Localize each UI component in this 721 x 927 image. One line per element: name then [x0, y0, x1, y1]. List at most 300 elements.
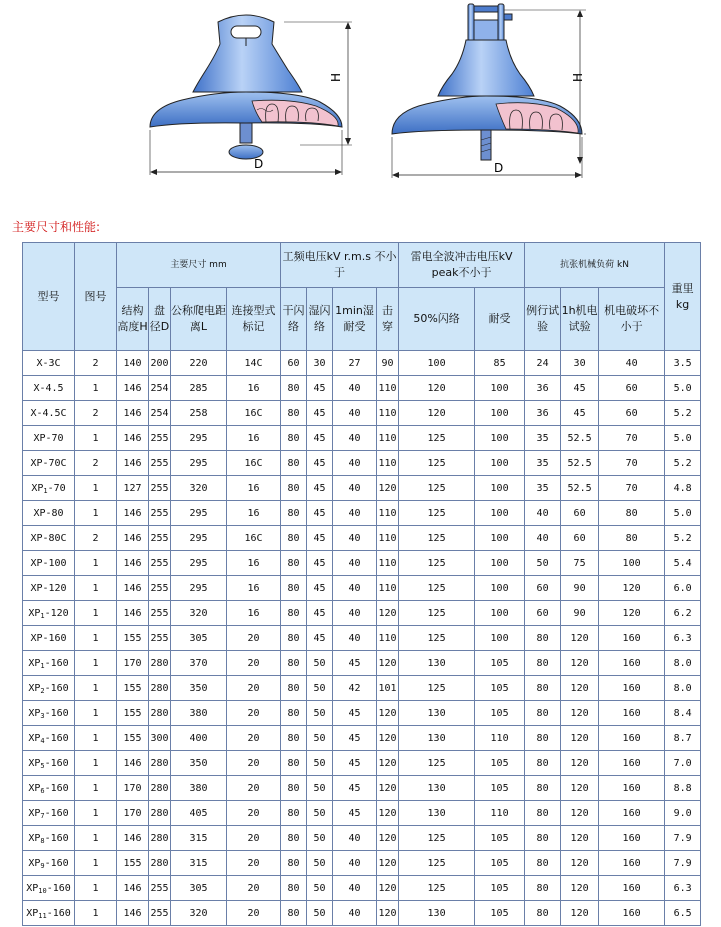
model-cell: XP-160 — [23, 626, 75, 651]
cell-wts: 105 — [475, 776, 525, 801]
cell-wet: 50 — [307, 676, 333, 701]
insulator-figure-right — [392, 4, 586, 178]
cell-d: 254 — [149, 376, 171, 401]
cell-wet: 50 — [307, 826, 333, 851]
model-cell: X-3C — [23, 351, 75, 376]
cell-c: 16 — [227, 601, 281, 626]
cell-c: 16C — [227, 451, 281, 476]
cell-wet: 50 — [307, 726, 333, 751]
cell-dry: 80 — [281, 776, 307, 801]
cell-l: 258 — [171, 401, 227, 426]
header-withstand: 耐受 — [475, 288, 525, 351]
cell-wet: 45 — [307, 426, 333, 451]
cell-l: 320 — [171, 601, 227, 626]
cell-fig: 1 — [75, 751, 117, 776]
table-row — [23, 526, 701, 551]
cell-m1h: 120 — [561, 776, 599, 801]
cell-dry: 80 — [281, 801, 307, 826]
cell-wet: 45 — [307, 376, 333, 401]
table-row — [23, 676, 701, 701]
cell-d: 280 — [149, 826, 171, 851]
cell-mf: 160 — [599, 826, 665, 851]
cell-wwt: 40 — [333, 526, 377, 551]
cell-c: 20 — [227, 726, 281, 751]
cell-wts: 100 — [475, 401, 525, 426]
cell-l: 305 — [171, 876, 227, 901]
table-row — [23, 826, 701, 851]
cell-l: 315 — [171, 851, 227, 876]
cell-d: 255 — [149, 601, 171, 626]
cell-d: 255 — [149, 451, 171, 476]
cell-wet: 45 — [307, 601, 333, 626]
cell-wwt: 45 — [333, 751, 377, 776]
header-dry-flash: 干闪络 — [281, 288, 307, 351]
table-row — [23, 651, 701, 676]
cell-mf: 160 — [599, 801, 665, 826]
cell-wwt: 40 — [333, 851, 377, 876]
cell-wts: 105 — [475, 751, 525, 776]
cell-wwt: 40 — [333, 501, 377, 526]
cell-fig: 1 — [75, 576, 117, 601]
cell-rt: 35 — [525, 426, 561, 451]
cell-fig: 1 — [75, 426, 117, 451]
cell-pun: 101 — [377, 676, 399, 701]
cell-rt: 40 — [525, 501, 561, 526]
cell-m1h: 90 — [561, 601, 599, 626]
cell-rt: 80 — [525, 776, 561, 801]
cell-mf: 80 — [599, 526, 665, 551]
cell-c: 16C — [227, 526, 281, 551]
cell-pun: 110 — [377, 451, 399, 476]
cell-h: 155 — [117, 676, 149, 701]
cell-rt: 80 — [525, 901, 561, 926]
cell-dry: 80 — [281, 426, 307, 451]
specs-table — [22, 242, 701, 926]
cell-mf: 70 — [599, 451, 665, 476]
cell-kg: 8.0 — [665, 651, 701, 676]
cell-kg: 7.9 — [665, 826, 701, 851]
cell-d: 280 — [149, 751, 171, 776]
cell-kg: 5.2 — [665, 451, 701, 476]
cell-rt: 60 — [525, 601, 561, 626]
cell-fig: 1 — [75, 851, 117, 876]
cell-wts: 100 — [475, 451, 525, 476]
cell-rt: 80 — [525, 876, 561, 901]
cell-m1h: 45 — [561, 376, 599, 401]
cell-pun: 120 — [377, 776, 399, 801]
cell-dry: 80 — [281, 526, 307, 551]
cell-h: 155 — [117, 701, 149, 726]
cell-l: 400 — [171, 726, 227, 751]
cell-wet: 50 — [307, 776, 333, 801]
table-row — [23, 376, 701, 401]
cell-wwt: 40 — [333, 576, 377, 601]
cell-d: 280 — [149, 776, 171, 801]
cell-kg: 5.0 — [665, 501, 701, 526]
cell-rt: 80 — [525, 701, 561, 726]
cell-mf: 60 — [599, 376, 665, 401]
cell-f50: 130 — [399, 776, 475, 801]
cell-l: 305 — [171, 626, 227, 651]
cell-d: 255 — [149, 501, 171, 526]
cell-mf: 160 — [599, 701, 665, 726]
cell-dry: 80 — [281, 851, 307, 876]
cell-kg: 5.0 — [665, 426, 701, 451]
cell-mf: 160 — [599, 901, 665, 926]
cell-h: 170 — [117, 801, 149, 826]
cell-wts: 100 — [475, 626, 525, 651]
cell-c: 16 — [227, 476, 281, 501]
cell-c: 20 — [227, 701, 281, 726]
model-cell: XP-70 — [23, 426, 75, 451]
cell-dry: 80 — [281, 376, 307, 401]
cell-fig: 1 — [75, 551, 117, 576]
model-cell: XP-80 — [23, 501, 75, 526]
cell-dry: 80 — [281, 701, 307, 726]
cell-fig: 2 — [75, 351, 117, 376]
cell-pun: 110 — [377, 376, 399, 401]
cell-wet: 50 — [307, 801, 333, 826]
cell-wts: 105 — [475, 701, 525, 726]
cell-f50: 125 — [399, 526, 475, 551]
cell-m1h: 120 — [561, 726, 599, 751]
cell-f50: 100 — [399, 351, 475, 376]
cell-c: 16 — [227, 576, 281, 601]
cell-h: 146 — [117, 401, 149, 426]
cell-wwt: 45 — [333, 651, 377, 676]
cell-wts: 100 — [475, 601, 525, 626]
cell-h: 170 — [117, 651, 149, 676]
left-diameter-label: D — [254, 157, 264, 171]
cell-dry: 80 — [281, 401, 307, 426]
cell-d: 200 — [149, 351, 171, 376]
insulator-drawings — [0, 0, 721, 200]
model-cell: $XP_9-160$ — [23, 851, 75, 876]
cell-h: 146 — [117, 526, 149, 551]
right-height-label: H — [571, 72, 585, 82]
cell-kg: 8.4 — [665, 701, 701, 726]
cell-pun: 120 — [377, 701, 399, 726]
cell-wts: 110 — [475, 726, 525, 751]
cell-h: 146 — [117, 376, 149, 401]
header-failure: 机电破坏不小于 — [599, 288, 665, 351]
cell-rt: 50 — [525, 551, 561, 576]
cell-pun: 120 — [377, 851, 399, 876]
cell-f50: 125 — [399, 576, 475, 601]
model-cell: XP-120 — [23, 576, 75, 601]
cell-f50: 130 — [399, 701, 475, 726]
model-cell: XP-80C — [23, 526, 75, 551]
cell-pun: 120 — [377, 601, 399, 626]
cell-wet: 45 — [307, 501, 333, 526]
cell-l: 350 — [171, 751, 227, 776]
model-cell: $XP_7-160$ — [23, 801, 75, 826]
cell-h: 146 — [117, 826, 149, 851]
cell-wet: 45 — [307, 476, 333, 501]
cell-d: 280 — [149, 801, 171, 826]
cell-m1h: 90 — [561, 576, 599, 601]
cell-kg: 4.8 — [665, 476, 701, 501]
model-cell: $XP_6-160$ — [23, 776, 75, 801]
cell-rt: 80 — [525, 651, 561, 676]
table-row — [23, 476, 701, 501]
cell-l: 405 — [171, 801, 227, 826]
cell-rt: 35 — [525, 476, 561, 501]
cell-kg: 6.3 — [665, 626, 701, 651]
cell-m1h: 120 — [561, 801, 599, 826]
cell-c: 20 — [227, 676, 281, 701]
header-wet-flash: 湿闪络 — [307, 288, 333, 351]
cell-wts: 105 — [475, 676, 525, 701]
cell-dry: 80 — [281, 451, 307, 476]
table-row — [23, 401, 701, 426]
cell-d: 255 — [149, 576, 171, 601]
cell-rt: 60 — [525, 576, 561, 601]
cell-wet: 50 — [307, 701, 333, 726]
table-row — [23, 801, 701, 826]
cell-dry: 60 — [281, 351, 307, 376]
cell-fig: 1 — [75, 376, 117, 401]
cell-h: 155 — [117, 851, 149, 876]
cell-rt: 36 — [525, 376, 561, 401]
cell-kg: 6.2 — [665, 601, 701, 626]
cell-dry: 80 — [281, 826, 307, 851]
cell-fig: 1 — [75, 501, 117, 526]
header-height: 结构高度H — [117, 288, 149, 351]
cell-wet: 45 — [307, 576, 333, 601]
cell-f50: 125 — [399, 601, 475, 626]
cell-wts: 105 — [475, 901, 525, 926]
cell-m1h: 120 — [561, 901, 599, 926]
table-row — [23, 876, 701, 901]
cell-kg: 7.0 — [665, 751, 701, 776]
cell-l: 285 — [171, 376, 227, 401]
cell-pun: 110 — [377, 626, 399, 651]
cell-h: 146 — [117, 451, 149, 476]
cell-h: 146 — [117, 426, 149, 451]
cell-mf: 120 — [599, 601, 665, 626]
header-puncture: 击穿 — [377, 288, 399, 351]
cell-mf: 60 — [599, 401, 665, 426]
cell-c: 20 — [227, 876, 281, 901]
cell-wts: 100 — [475, 526, 525, 551]
cell-wet: 50 — [307, 851, 333, 876]
cell-kg: 5.2 — [665, 401, 701, 426]
cell-pun: 120 — [377, 901, 399, 926]
cell-f50: 125 — [399, 476, 475, 501]
cell-h: 146 — [117, 601, 149, 626]
cell-pun: 120 — [377, 726, 399, 751]
cell-l: 220 — [171, 351, 227, 376]
cell-pun: 120 — [377, 801, 399, 826]
cell-dry: 80 — [281, 751, 307, 776]
cell-c: 16 — [227, 501, 281, 526]
cell-kg: 5.4 — [665, 551, 701, 576]
cell-kg: 6.5 — [665, 901, 701, 926]
table-row — [23, 501, 701, 526]
model-cell: $XP_{10}-160$ — [23, 876, 75, 901]
cell-mf: 70 — [599, 426, 665, 451]
cell-wts: 105 — [475, 826, 525, 851]
cell-d: 254 — [149, 401, 171, 426]
cell-kg: 7.9 — [665, 851, 701, 876]
cell-m1h: 120 — [561, 676, 599, 701]
table-row — [23, 901, 701, 926]
model-cell: $XP_5-160$ — [23, 751, 75, 776]
cell-dry: 80 — [281, 601, 307, 626]
cell-wwt: 40 — [333, 376, 377, 401]
cell-kg: 6.3 — [665, 876, 701, 901]
cell-rt: 35 — [525, 451, 561, 476]
cell-h: 146 — [117, 876, 149, 901]
cell-fig: 1 — [75, 826, 117, 851]
cell-wts: 100 — [475, 426, 525, 451]
cell-c: 20 — [227, 776, 281, 801]
cell-mf: 160 — [599, 751, 665, 776]
cell-c: 20 — [227, 851, 281, 876]
cell-l: 295 — [171, 526, 227, 551]
model-cell: XP-100 — [23, 551, 75, 576]
table-row — [23, 701, 701, 726]
cell-d: 255 — [149, 876, 171, 901]
cell-mf: 160 — [599, 626, 665, 651]
cell-m1h: 45 — [561, 401, 599, 426]
cell-c: 20 — [227, 626, 281, 651]
cell-l: 320 — [171, 476, 227, 501]
cell-wet: 45 — [307, 401, 333, 426]
cell-h: 146 — [117, 576, 149, 601]
cell-pun: 120 — [377, 751, 399, 776]
cell-pun: 90 — [377, 351, 399, 376]
cell-l: 320 — [171, 901, 227, 926]
cell-wwt: 40 — [333, 476, 377, 501]
header-lightning: 雷电全波冲击电压kV peak不小于 — [399, 243, 525, 288]
cell-m1h: 52.5 — [561, 426, 599, 451]
cell-c: 14C — [227, 351, 281, 376]
table-row — [23, 626, 701, 651]
left-height-label: H — [329, 72, 343, 82]
cell-c: 20 — [227, 801, 281, 826]
cell-d: 255 — [149, 551, 171, 576]
model-cell: X-4.5 — [23, 376, 75, 401]
table-row — [23, 551, 701, 576]
cell-l: 295 — [171, 451, 227, 476]
cell-wwt: 45 — [333, 776, 377, 801]
cell-kg: 5.2 — [665, 526, 701, 551]
cell-pun: 120 — [377, 476, 399, 501]
cell-l: 315 — [171, 826, 227, 851]
cell-kg: 8.8 — [665, 776, 701, 801]
cell-m1h: 120 — [561, 876, 599, 901]
cell-c: 20 — [227, 651, 281, 676]
cell-fig: 1 — [75, 651, 117, 676]
cell-h: 146 — [117, 501, 149, 526]
header-tensile: 抗张机械负荷 kN — [525, 243, 665, 288]
cell-dry: 80 — [281, 501, 307, 526]
cell-wts: 100 — [475, 376, 525, 401]
model-cell: $XP_8-160$ — [23, 826, 75, 851]
model-cell: $XP_2-160$ — [23, 676, 75, 701]
cell-wet: 50 — [307, 651, 333, 676]
cell-m1h: 120 — [561, 626, 599, 651]
cell-wwt: 40 — [333, 601, 377, 626]
cell-mf: 100 — [599, 551, 665, 576]
cell-m1h: 52.5 — [561, 476, 599, 501]
header-flash50: 50%闪络 — [399, 288, 475, 351]
cell-h: 127 — [117, 476, 149, 501]
model-cell: $XP_1-160$ — [23, 651, 75, 676]
cell-rt: 80 — [525, 826, 561, 851]
cell-mf: 70 — [599, 476, 665, 501]
cell-wts: 110 — [475, 801, 525, 826]
cell-wet: 45 — [307, 451, 333, 476]
cell-fig: 2 — [75, 451, 117, 476]
cell-dry: 80 — [281, 901, 307, 926]
cell-mf: 160 — [599, 726, 665, 751]
cell-m1h: 52.5 — [561, 451, 599, 476]
cell-fig: 1 — [75, 726, 117, 751]
cell-wet: 50 — [307, 901, 333, 926]
cell-rt: 80 — [525, 801, 561, 826]
cell-f50: 120 — [399, 401, 475, 426]
cell-wwt: 45 — [333, 726, 377, 751]
cell-c: 16 — [227, 551, 281, 576]
cell-d: 255 — [149, 901, 171, 926]
cell-d: 255 — [149, 476, 171, 501]
cell-fig: 1 — [75, 601, 117, 626]
cell-h: 170 — [117, 776, 149, 801]
cell-f50: 120 — [399, 376, 475, 401]
table-row — [23, 426, 701, 451]
cell-fig: 1 — [75, 701, 117, 726]
model-cell: X-4.5C — [23, 401, 75, 426]
model-cell: $XP_{11}-160$ — [23, 901, 75, 926]
cell-fig: 2 — [75, 526, 117, 551]
cell-kg: 8.7 — [665, 726, 701, 751]
cell-pun: 110 — [377, 401, 399, 426]
cell-wwt: 40 — [333, 626, 377, 651]
header-main-dims: 主要尺寸 mm — [117, 243, 281, 288]
insulator-figure-left — [150, 15, 352, 175]
cell-dry: 80 — [281, 876, 307, 901]
model-cell: $XP_1-70$ — [23, 476, 75, 501]
cell-fig: 1 — [75, 876, 117, 901]
cell-d: 255 — [149, 526, 171, 551]
cell-l: 380 — [171, 701, 227, 726]
cell-dry: 80 — [281, 726, 307, 751]
header-wet-withstand: 1min湿耐受 — [333, 288, 377, 351]
cell-f50: 125 — [399, 851, 475, 876]
cell-dry: 80 — [281, 551, 307, 576]
cell-c: 20 — [227, 826, 281, 851]
cell-c: 16 — [227, 426, 281, 451]
cell-wts: 100 — [475, 501, 525, 526]
table-row — [23, 576, 701, 601]
cell-f50: 125 — [399, 501, 475, 526]
cell-l: 370 — [171, 651, 227, 676]
cell-m1h: 120 — [561, 651, 599, 676]
cell-f50: 130 — [399, 801, 475, 826]
cell-h: 155 — [117, 726, 149, 751]
cell-wet: 50 — [307, 876, 333, 901]
cell-fig: 1 — [75, 776, 117, 801]
cell-l: 350 — [171, 676, 227, 701]
cell-pun: 110 — [377, 526, 399, 551]
model-cell: $XP_1-120$ — [23, 601, 75, 626]
cell-d: 255 — [149, 426, 171, 451]
section-title: 主要尺寸和性能: — [12, 220, 101, 234]
cell-mf: 160 — [599, 851, 665, 876]
